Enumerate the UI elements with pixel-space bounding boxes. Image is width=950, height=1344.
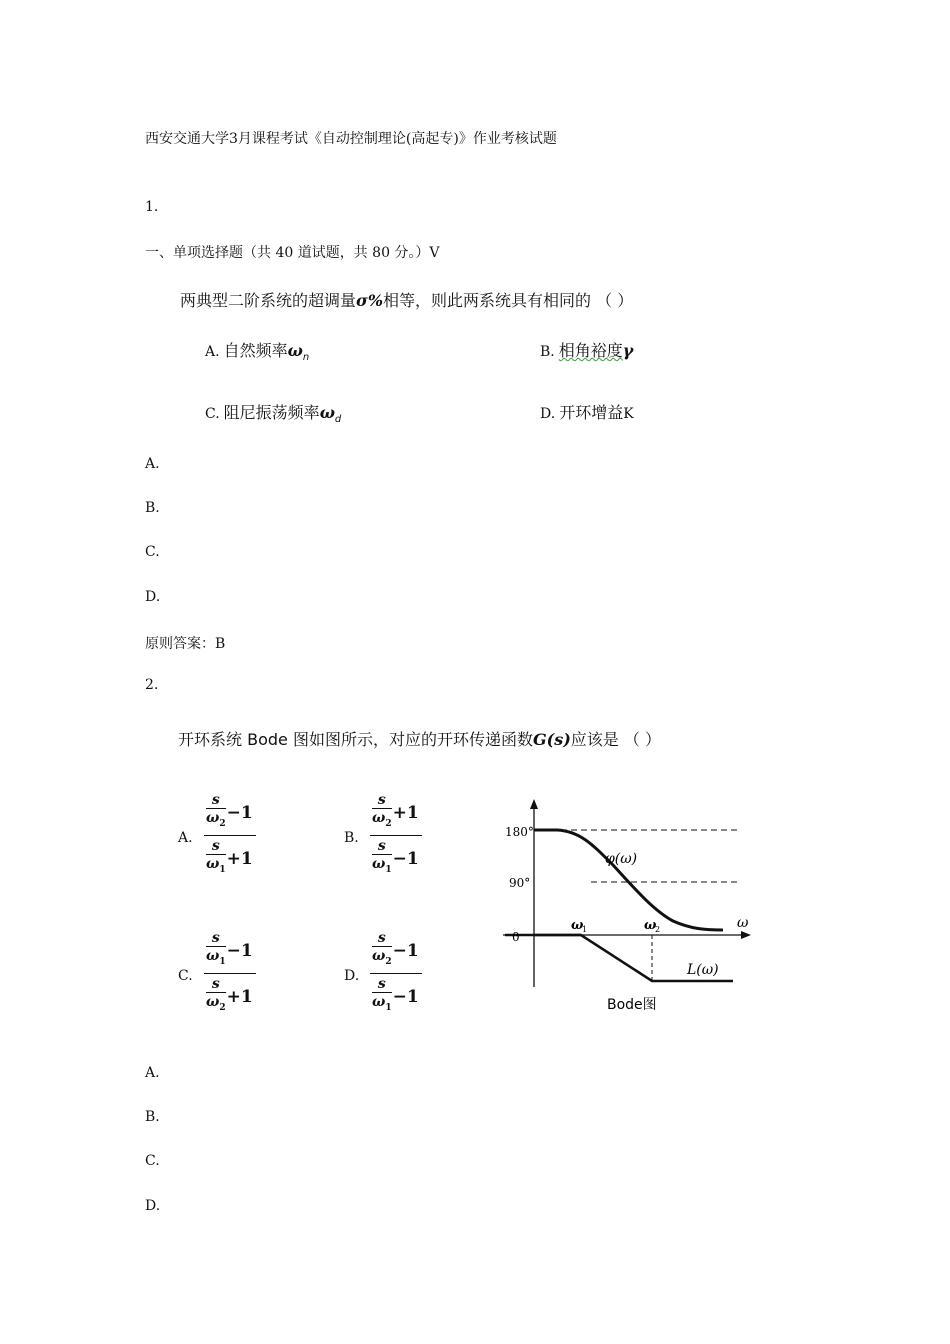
question-1-number: 1. [145,199,159,215]
q2-option-d-formula [372,930,428,1017]
omega-symbol: ω [206,856,220,872]
magnitude-label: L(ω) [687,962,719,978]
q1-standard-answer: 原则答案：B [145,636,226,652]
omega-symbol: ω [206,948,220,964]
q2-answer-choice-d[interactable]: D. [145,1198,161,1214]
q2-answer-choice-a[interactable]: A. [145,1065,160,1081]
omega-symbol: ω [206,810,220,826]
omega-subscript: 1 [219,957,226,967]
omega-subscript: 2 [219,1003,226,1013]
num-operator: −1 [226,940,253,961]
num-s: s [206,930,226,947]
omega-symbol: ω [287,341,303,360]
bode-caption: Bode图 [607,997,657,1013]
phase-label: φ(ω) [605,851,638,867]
question-2-stem [178,727,661,750]
q2-option-a-tag: A. [178,830,193,846]
num-operator: +1 [392,802,419,823]
q1-answer-choice-b[interactable]: B. [145,500,160,516]
phase-curve [534,830,723,930]
q2-answer-choice-c[interactable]: C. [145,1153,160,1169]
gamma-symbol: γ [622,341,634,360]
w1-subscript: 1 [582,925,588,934]
num-operator: −1 [392,940,419,961]
omega-symbol: ω [372,856,386,872]
y-axis-arrow-icon [530,799,538,809]
den-operator: −1 [392,986,419,1007]
omega-subscript: 2 [385,957,392,967]
q1-option-c [205,400,341,425]
omega-subscript: 2 [385,819,392,829]
omega-symbol: ω [319,403,335,422]
omega-subscript: 2 [219,819,226,829]
q2-option-c-tag: C. [178,968,193,984]
overshoot-symbol: σ% [356,291,384,310]
bode-diagram [495,795,760,1025]
q2-option-d-tag: D. [344,968,360,984]
q1-option-a-text: 自然频率 [223,341,288,360]
fraction-bar [370,835,422,836]
q1-option-d [540,400,634,423]
q1-option-d-text: 开环增益 [559,403,624,422]
den-operator: +1 [226,848,253,869]
question-1-stem-text: 两典型二阶系统的超调量 [180,291,357,310]
omega-symbol: ω [372,810,386,826]
transfer-function-symbol: G(s) [532,730,571,749]
omega-subscript: 1 [385,1003,392,1013]
q2-option-b [344,792,484,892]
question-2-stem-tail: 应该是 （ ） [570,730,661,749]
den-s: s [206,976,226,993]
x-axis-arrow-icon [741,931,751,939]
question-2-number: 2. [145,677,159,693]
q1-option-c-text: 阻尼振荡频率 [223,403,320,422]
w2-subscript: 2 [655,925,661,934]
q1-answer-choice-a[interactable]: A. [145,456,160,472]
label-0: 0 [512,930,520,944]
q2-option-b-formula [372,792,428,879]
question-1-stem-tail: 相等，则此两系统具有相同的 （ ） [383,291,634,310]
den-s: s [206,838,226,855]
q1-option-b-text: 相角裕度 [558,341,623,360]
q1-option-b-tag: B. [540,344,555,360]
den-s: s [372,976,392,993]
fraction-bar [204,973,256,974]
question-2-stem-text: 开环系统 Bode 图如图所示，对应的开环传递函数 [178,730,533,749]
q1-option-b [540,338,633,361]
q2-option-c [178,930,318,1030]
omega-subscript: n [302,352,310,363]
num-s: s [372,792,392,809]
q1-option-a-tag: A. [205,344,220,360]
omega-symbol: ω [372,994,386,1010]
omega-subscript: 1 [385,865,392,875]
q2-option-a-formula [206,792,262,879]
q2-option-a [178,792,318,892]
num-operator: −1 [226,802,253,823]
w2-label: ω [644,918,657,933]
q2-answer-choice-b[interactable]: B. [145,1109,160,1125]
q1-option-a [205,338,309,363]
label-90: 90° [509,876,531,890]
fraction-bar [204,835,256,836]
omega-symbol: ω [206,994,220,1010]
den-operator: −1 [392,848,419,869]
num-s: s [372,930,392,947]
q1-option-d-tag: D. [540,406,556,422]
q1-answer-choice-c[interactable]: C. [145,544,160,560]
q1-answer-choice-d[interactable]: D. [145,589,161,605]
gain-symbol: K [623,406,634,422]
q1-option-c-tag: C. [205,406,220,422]
omega-axis-label: ω [737,915,749,931]
den-s: s [372,838,392,855]
omega-subscript: 1 [219,865,226,875]
q2-option-c-formula [206,930,262,1017]
question-1-stem [180,288,633,311]
q2-option-b-tag: B. [344,830,359,846]
w1-label: ω [571,918,584,933]
omega-subscript: d [334,414,342,425]
label-180: 180° [505,825,534,839]
omega-symbol: ω [372,948,386,964]
q2-option-d [344,930,484,1030]
section-heading: 一、单项选择题（共 40 道试题，共 80 分。）V [145,245,440,261]
page-title: 西安交通大学3月课程考试《自动控制理论(高起专)》作业考核试题 [145,131,557,147]
den-operator: +1 [226,986,253,1007]
fraction-bar [370,973,422,974]
num-s: s [206,792,226,809]
